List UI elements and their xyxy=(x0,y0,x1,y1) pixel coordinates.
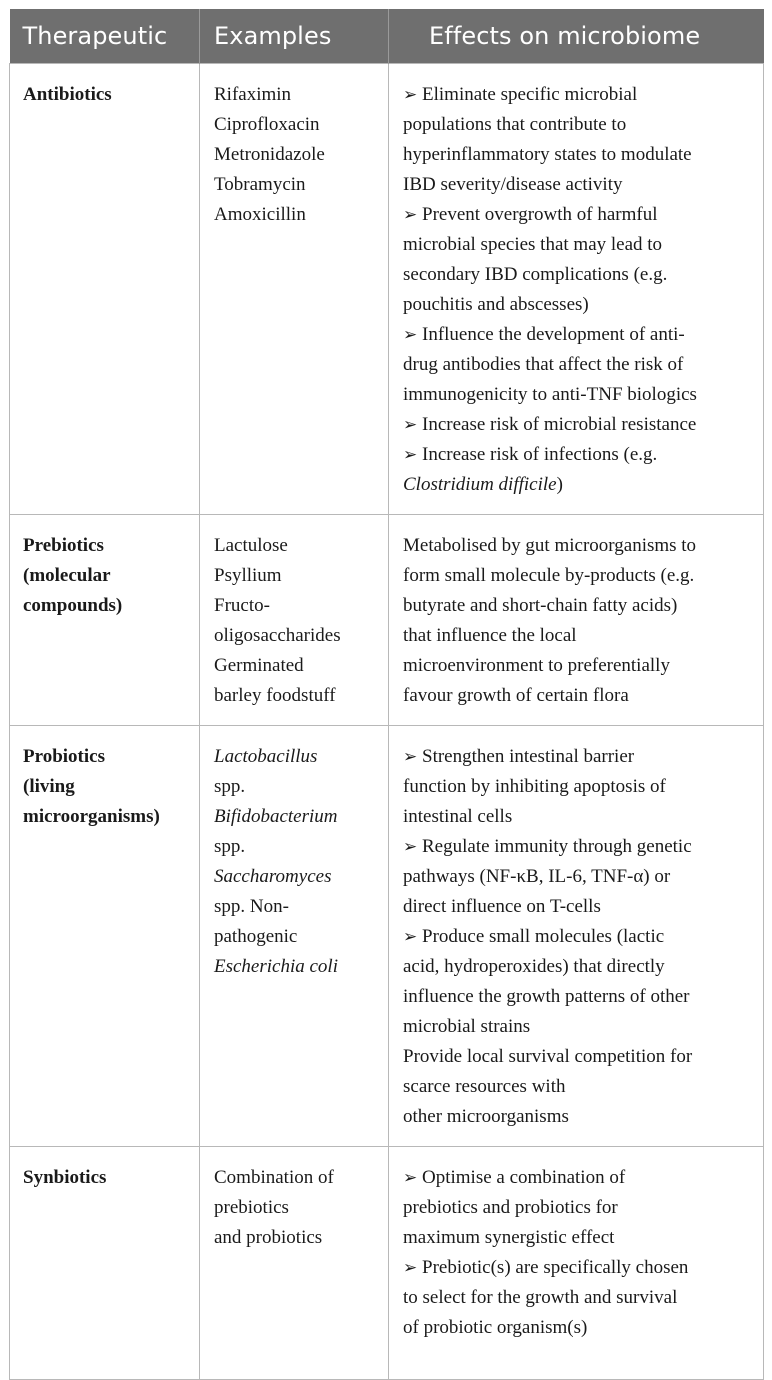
effect-line xyxy=(403,140,757,170)
effect-line xyxy=(403,892,757,922)
effect-line xyxy=(403,290,757,320)
example-item: Escherichia coli xyxy=(214,956,338,977)
effect-text: IBD severity/disease activity xyxy=(403,174,623,195)
effect-line xyxy=(403,802,757,832)
effect-line xyxy=(403,350,757,380)
effect-text: Produce small molecules (lactic xyxy=(422,926,665,947)
effect-text: acid, hydroperoxides) that directly xyxy=(403,956,665,977)
effect-text: microbial species that may lead to xyxy=(403,234,663,255)
example-item: Combination of xyxy=(214,1167,334,1188)
effect-text: direct influence on T-cells xyxy=(403,896,601,917)
effect-line xyxy=(403,1283,757,1313)
effect-text: microbial strains xyxy=(403,1016,531,1037)
table-header xyxy=(10,9,764,64)
examples-cell xyxy=(200,515,389,726)
effect-text: drug antibodies that affect the risk of xyxy=(403,354,684,375)
therapeutic-label: Prebiotics xyxy=(23,535,104,556)
example-item: pathogenic xyxy=(214,926,298,947)
arrow-bullet-icon: ➢ xyxy=(403,415,418,435)
effect-text: microenvironment to preferentially xyxy=(403,655,670,676)
effect-text: populations that contribute to xyxy=(403,114,627,135)
effect-line xyxy=(403,651,757,681)
effect-text: pouchitis and abscesses) xyxy=(403,294,589,315)
effect-line xyxy=(403,681,757,711)
effect-line xyxy=(403,260,757,290)
effect-text: hyperinflammatory states to modulate xyxy=(403,144,692,165)
example-item: Germinated xyxy=(214,655,304,676)
effect-line xyxy=(403,862,757,892)
arrow-bullet-icon: ➢ xyxy=(403,85,418,105)
effect-text: function by inhibiting apoptosis of xyxy=(403,776,666,797)
effect-text: scarce resources with xyxy=(403,1076,566,1097)
therapeutic-label: microorganisms) xyxy=(23,806,160,827)
therapeutic-label: Synbiotics xyxy=(23,1167,107,1188)
effect-text: butyrate and short-chain fatty acids) xyxy=(403,595,678,616)
effect-line xyxy=(403,832,757,862)
therapeutic-label: (molecular xyxy=(23,565,111,586)
therapeutic-cell xyxy=(10,726,200,1147)
arrow-bullet-icon: ➢ xyxy=(403,927,418,947)
effect-text: immunogenicity to anti-TNF biologics xyxy=(403,384,697,405)
effect-text: that influence the local xyxy=(403,625,577,646)
effect-text: Metabolised by gut microorganisms to xyxy=(403,535,697,556)
example-item: Lactulose xyxy=(214,535,288,556)
effect-line xyxy=(403,621,757,651)
effect-line xyxy=(403,1223,757,1253)
example-item: spp. xyxy=(214,776,246,797)
effect-text: Influence the development of anti- xyxy=(422,324,685,345)
effect-line xyxy=(403,1193,757,1223)
effect-text: Regulate immunity through genetic xyxy=(422,836,692,857)
effect-line xyxy=(403,230,757,260)
example-item: Saccharomyces xyxy=(214,866,332,887)
arrow-bullet-icon: ➢ xyxy=(403,747,418,767)
effect-line xyxy=(403,531,757,561)
effect-line xyxy=(403,561,757,591)
effect-line xyxy=(403,110,757,140)
microbiome-therapeutics-table xyxy=(9,9,764,1380)
effect-line xyxy=(403,1012,757,1042)
effect-line xyxy=(403,1313,757,1343)
microbiome-table-container xyxy=(9,9,763,1380)
example-item: barley foodstuff xyxy=(214,685,336,706)
example-item: spp. Non- xyxy=(214,896,289,917)
effect-text: of probiotic organism(s) xyxy=(403,1317,588,1338)
therapeutic-label: Antibiotics xyxy=(23,84,112,105)
arrow-bullet-icon: ➢ xyxy=(403,1258,418,1278)
effect-line xyxy=(403,1042,757,1072)
therapeutic-label: Probiotics xyxy=(23,746,105,767)
effect-line xyxy=(403,772,757,802)
effect-line xyxy=(403,470,757,500)
arrow-bullet-icon: ➢ xyxy=(403,445,418,465)
example-item: Tobramycin xyxy=(214,174,306,195)
effect-line xyxy=(403,320,757,350)
therapeutic-cell xyxy=(10,1147,200,1380)
effect-line xyxy=(403,922,757,952)
effect-text: Clostridium difficile) xyxy=(403,474,563,495)
table-row xyxy=(10,515,764,726)
example-item: Fructo- xyxy=(214,595,270,616)
therapeutic-cell xyxy=(10,64,200,515)
arrow-bullet-icon: ➢ xyxy=(403,837,418,857)
example-item: Bifidobacterium xyxy=(214,806,338,827)
effect-line xyxy=(403,1102,757,1132)
effect-line xyxy=(403,80,757,110)
effect-text: favour growth of certain flora xyxy=(403,685,629,706)
example-item: spp. xyxy=(214,836,246,857)
effect-text: Increase risk of infections (e.g. xyxy=(422,444,658,465)
effect-text: Eliminate specific microbial xyxy=(422,84,638,105)
example-item: Rifaximin xyxy=(214,84,292,105)
table-row xyxy=(10,1147,764,1380)
effects-cell xyxy=(389,64,764,515)
examples-cell xyxy=(200,726,389,1147)
arrow-bullet-icon: ➢ xyxy=(403,205,418,225)
therapeutic-label: (living xyxy=(23,776,75,797)
effect-text: influence the growth patterns of other xyxy=(403,986,690,1007)
arrow-bullet-icon: ➢ xyxy=(403,325,418,345)
effect-line xyxy=(403,410,757,440)
effect-line xyxy=(403,982,757,1012)
example-item: oligosaccharides xyxy=(214,625,341,646)
effect-line xyxy=(403,591,757,621)
example-item: Ciprofloxacin xyxy=(214,114,320,135)
example-item: and probiotics xyxy=(214,1227,323,1248)
table-body xyxy=(10,64,764,1380)
effect-line xyxy=(403,952,757,982)
effect-line xyxy=(403,1253,757,1283)
effect-text: Prebiotic(s) are specifically chosen xyxy=(422,1257,689,1278)
effect-text: pathways (NF-κB, IL-6, TNF-α) or xyxy=(403,866,671,887)
effect-text: prebiotics and probiotics for xyxy=(403,1197,618,1218)
effect-text: maximum synergistic effect xyxy=(403,1227,615,1248)
example-item: Amoxicillin xyxy=(214,204,306,225)
effect-text: other microorganisms xyxy=(403,1106,569,1127)
effect-line xyxy=(403,170,757,200)
example-item: prebiotics xyxy=(214,1197,289,1218)
examples-cell xyxy=(200,1147,389,1380)
example-item: Metronidazole xyxy=(214,144,325,165)
effect-line xyxy=(403,200,757,230)
therapeutic-label: compounds) xyxy=(23,595,123,616)
effect-text: form small molecule by-products (e.g. xyxy=(403,565,695,586)
effect-line xyxy=(403,742,757,772)
effect-text: intestinal cells xyxy=(403,806,513,827)
examples-cell xyxy=(200,64,389,515)
effect-line xyxy=(403,1072,757,1102)
effect-text: to select for the growth and survival xyxy=(403,1287,678,1308)
example-item: Psyllium xyxy=(214,565,282,586)
therapeutic-cell xyxy=(10,515,200,726)
header-examples: Examples xyxy=(200,9,389,64)
table-row xyxy=(10,726,764,1147)
effect-text: Provide local survival competition for xyxy=(403,1046,693,1067)
effect-text: Optimise a combination of xyxy=(422,1167,626,1188)
header-therapeutic: Therapeutic xyxy=(10,9,200,64)
effect-text: Increase risk of microbial resistance xyxy=(422,414,697,435)
effects-cell xyxy=(389,515,764,726)
effects-cell xyxy=(389,1147,764,1380)
effect-line xyxy=(403,380,757,410)
effect-line xyxy=(403,440,757,470)
header-effects: Effects on microbiome xyxy=(389,9,764,64)
effects-cell xyxy=(389,726,764,1147)
effect-text: Strengthen intestinal barrier xyxy=(422,746,635,767)
table-row xyxy=(10,64,764,515)
arrow-bullet-icon: ➢ xyxy=(403,1168,418,1188)
effect-text: secondary IBD complications (e.g. xyxy=(403,264,668,285)
example-item: Lactobacillus xyxy=(214,746,318,767)
effect-line xyxy=(403,1163,757,1193)
effect-text: Prevent overgrowth of harmful xyxy=(422,204,658,225)
header-row xyxy=(10,9,764,64)
